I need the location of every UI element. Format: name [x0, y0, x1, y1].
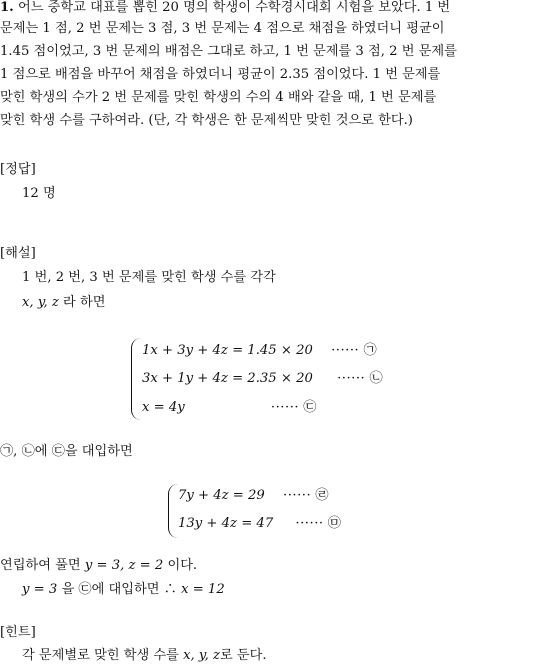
system1-eq-1	[142, 343, 377, 359]
hint-math: x, y, z	[183, 648, 220, 663]
final-line	[22, 582, 225, 598]
eq4-mark: ㉣	[315, 488, 329, 503]
problem-line-2: 문제는 1 점, 2 번 문제는 3 점, 3 번 문제는 4 점으로 채점을 하였더니 평균이	[0, 21, 445, 36]
eq1-expr: 1x + 3y + 4z = 1.45 × 20	[142, 343, 313, 358]
eq3-mark: ㉢	[303, 400, 317, 415]
solve-math: y = 3, z = 2	[84, 558, 164, 573]
problem-text-1: 어느 중학교 대표를 뽑힌 20 명의 학생이 수학경시대회 시험을 보았다. 1 번	[17, 0, 451, 15]
hint-before: 각 문제별로 맞힌 학생 수를	[22, 648, 184, 663]
eq2-expr: 3x + 1y + 4z = 2.35 × 20	[142, 371, 313, 386]
system1-eq-3	[142, 400, 316, 416]
system2-eq-1	[178, 488, 329, 504]
variables-xyz: x, y, z	[22, 295, 59, 310]
hint-after: 로 둔다.	[219, 648, 267, 663]
final-math-2: x = 12	[181, 582, 225, 597]
eq1-mark: ㉠	[363, 343, 377, 358]
hint-text	[22, 648, 267, 664]
eq4-dots: ······	[283, 488, 312, 503]
eq5-dots: ······	[295, 516, 324, 531]
solve-line	[0, 558, 197, 574]
intro-2-text: 라 하면	[58, 295, 106, 310]
eq4-expr: 7y + 4z = 29	[178, 488, 265, 503]
eq3-dots: ······	[270, 400, 300, 415]
system1-eq-2	[142, 371, 383, 387]
hint-header: [힌트]	[0, 625, 36, 640]
eq5-mark: ㉤	[327, 516, 341, 531]
problem-line-3: 1.45 점이었고, 3 번 문제의 배점은 그대로 하고, 1 번 문제를 3 점, 2 번 문제를	[0, 44, 457, 59]
eq2-mark: ㉡	[369, 371, 383, 386]
problem-line-4: 1 점으로 배점을 바꾸어 채점을 하였더니 평균이 2.35 점이었다. 1 번 문제를	[0, 67, 441, 82]
eq5-expr: 13y + 4z = 47	[178, 516, 274, 531]
problem-number: 1.	[0, 0, 14, 15]
system1-brace	[131, 338, 142, 420]
eq2-dots: ······	[337, 371, 366, 386]
eq3-expr: x = 4y	[142, 400, 185, 415]
solution-intro-1: 1 번, 2 번, 3 번 문제를 맞힌 학생 수를 각각	[22, 270, 276, 285]
final-text: 을 ㉢에 대입하면 ∴	[57, 582, 182, 597]
problem-line-1	[0, 0, 450, 16]
answer-header: [정답]	[0, 162, 36, 177]
eq1-dots: ······	[331, 343, 360, 358]
system2-eq-2	[178, 516, 341, 532]
problem-line-5: 맞힌 학생의 수가 2 번 문제를 맞힌 학생의 수의 4 배와 같을 때, 1 번 문제를	[0, 90, 437, 105]
problem-line-6: 맞힌 학생 수를 구하여라. (단, 각 학생은 한 문제씩만 맞힌 것으로 한다.)	[0, 113, 413, 128]
substitute-line: ㉠, ㉡에 ㉢을 대입하면	[0, 444, 133, 459]
final-math-1: y = 3	[22, 582, 58, 597]
solve-text: 연립하여 풀면	[0, 558, 85, 573]
answer-value: 12 명	[22, 186, 56, 201]
solve-end: 이다.	[163, 558, 198, 573]
solution-intro-2	[22, 295, 105, 311]
solution-header: [해설]	[0, 246, 36, 261]
